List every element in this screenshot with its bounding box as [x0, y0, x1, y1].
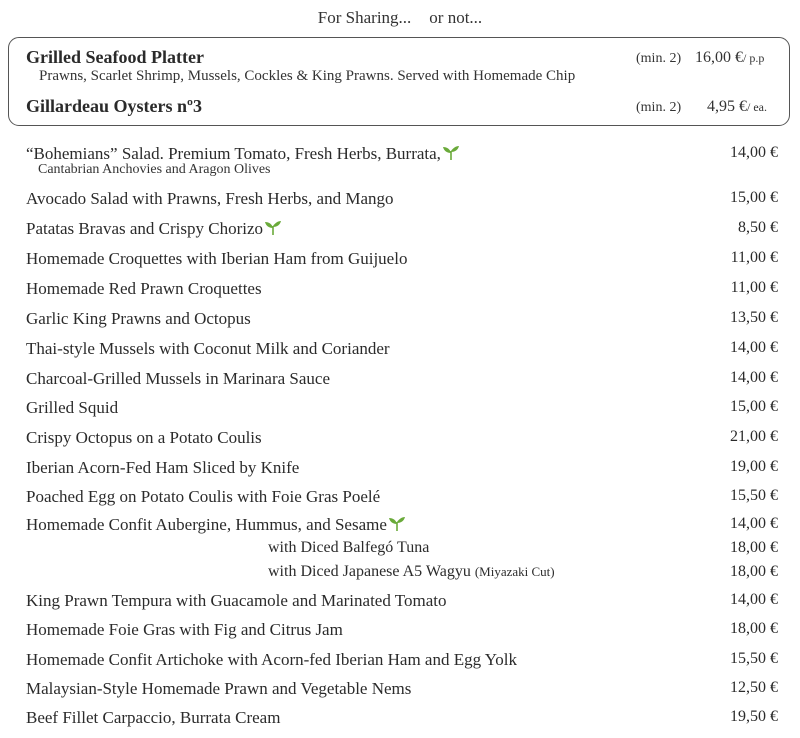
- menu-item-price: 14,00 €: [730, 369, 778, 386]
- menu-item-name: “Bohemians” Salad. Premium Tomato, Fresh Herbs, Burrata,: [26, 144, 460, 164]
- menu-item-price: 14,00 €: [730, 339, 778, 356]
- menu-item: [26, 369, 778, 391]
- menu-item: [26, 428, 778, 450]
- sharing-item-description: Prawns, Scarlet Shrimp, Mussels, Cockles & King Prawns. Served with Homemade Chip: [39, 68, 576, 84]
- sharing-item-min: (min. 2): [636, 100, 682, 115]
- sharing-item-name: Gillardeau Oysters nº3: [26, 96, 202, 116]
- menu-item-name: King Prawn Tempura with Guacamole and Marinated Tomato: [26, 591, 447, 610]
- menu-item: [26, 458, 778, 480]
- menu-item-name: Crispy Octopus on a Potato Coulis: [26, 428, 262, 447]
- menu-item-name: Thai-style Mussels with Coconut Milk and Coriander: [26, 339, 390, 358]
- sharing-item-price: 16,00 €/ p.p: [695, 49, 765, 66]
- menu-item-description: Cantabrian Anchovies and Aragon Olives: [38, 162, 271, 177]
- menu-option-name: with Diced Balfegó Tuna: [268, 539, 430, 556]
- menu-item-price: 11,00 €: [730, 279, 778, 296]
- heading-or-not: or not...: [429, 8, 483, 27]
- menu-item: [26, 309, 778, 331]
- menu-item-name: Charcoal-Grilled Mussels in Marinara Sauce: [26, 369, 331, 388]
- menu-item-price: 13,50 €: [730, 309, 778, 326]
- menu-item: [26, 591, 778, 613]
- sharing-box: [8, 37, 790, 126]
- menu-item: [26, 249, 778, 271]
- menu-item-price: 8,50 €: [738, 219, 778, 236]
- menu-item-price: 14,00 €: [730, 591, 778, 608]
- vegetarian-sprout-icon: [264, 220, 282, 236]
- menu-item-price: 15,50 €: [730, 650, 778, 667]
- menu-item-name: Malaysian-Style Homemade Prawn and Vegetable Nems: [26, 679, 412, 698]
- menu-item-name: Avocado Salad with Prawns, Fresh Herbs, and Mango: [26, 189, 394, 208]
- heading-for-sharing: For Sharing...: [317, 8, 412, 27]
- menu-item-price: 18,00 €: [730, 620, 778, 637]
- menu-item-name: Beef Fillet Carpaccio, Burrata Cream: [26, 708, 281, 727]
- menu-item-name: Grilled Squid: [26, 398, 119, 417]
- menu-option-price: 18,00 €: [730, 539, 778, 556]
- menu-option-note: (Miyazaki Cut): [474, 564, 555, 579]
- menu-item-price: 15,00 €: [730, 398, 778, 415]
- menu-item-name: Garlic King Prawns and Octopus: [26, 309, 251, 328]
- menu-option-price: 18,00 €: [730, 563, 778, 580]
- menu-item-name: Homemade Confit Aubergine, Hummus, and Sesame: [26, 515, 406, 535]
- menu-item-name: Homemade Confit Artichoke with Acorn-fed Iberian Ham and Egg Yolk: [26, 650, 518, 669]
- menu-heading: [0, 8, 800, 28]
- menu-option-name: with Diced Japanese A5 Wagyu (Miyazaki Cut): [268, 563, 555, 580]
- menu-item: [26, 487, 778, 509]
- sharing-item-name: Grilled Seafood Platter: [26, 47, 204, 67]
- menu-item: [26, 398, 778, 420]
- menu-item-price: 14,00 €: [730, 144, 778, 161]
- menu-item: [26, 679, 778, 701]
- sharing-item-min: (min. 2): [636, 51, 682, 66]
- menu-item-option: [26, 539, 778, 559]
- menu-item-price: 12,50 €: [730, 679, 778, 696]
- menu-item: [26, 339, 778, 361]
- menu-item-option: [26, 563, 778, 583]
- menu-item-name: Homemade Croquettes with Iberian Ham from Guijuelo: [26, 249, 408, 268]
- menu-item-price: 11,00 €: [730, 249, 778, 266]
- menu-item-price: 21,00 €: [730, 428, 778, 445]
- menu-item-price: 15,50 €: [730, 487, 778, 504]
- menu-item-name: Homemade Red Prawn Croquettes: [26, 279, 262, 298]
- vegetarian-sprout-icon: [442, 145, 460, 161]
- menu-item: [26, 620, 778, 642]
- menu-item: [26, 189, 778, 211]
- menu-item: [26, 708, 778, 730]
- menu-item: [26, 279, 778, 301]
- menu-item: [26, 219, 778, 241]
- menu-item-name: Iberian Acorn-Fed Ham Sliced by Knife: [26, 458, 300, 477]
- menu-item-name: Patatas Bravas and Crispy Chorizo: [26, 219, 282, 239]
- menu-item-price: 14,00 €: [730, 515, 778, 532]
- vegetarian-sprout-icon: [388, 516, 406, 532]
- menu-item: [26, 650, 778, 672]
- menu-item-name: Poached Egg on Potato Coulis with Foie Gras Poelé: [26, 487, 381, 506]
- menu-item-name: Homemade Foie Gras with Fig and Citrus Jam: [26, 620, 343, 639]
- menu-item-price: 15,00 €: [730, 189, 778, 206]
- menu-item: [26, 515, 778, 537]
- menu-item-price: 19,50 €: [730, 708, 778, 725]
- sharing-item-price: 4,95 €/ ea.: [707, 98, 767, 115]
- menu-item-price: 19,00 €: [730, 458, 778, 475]
